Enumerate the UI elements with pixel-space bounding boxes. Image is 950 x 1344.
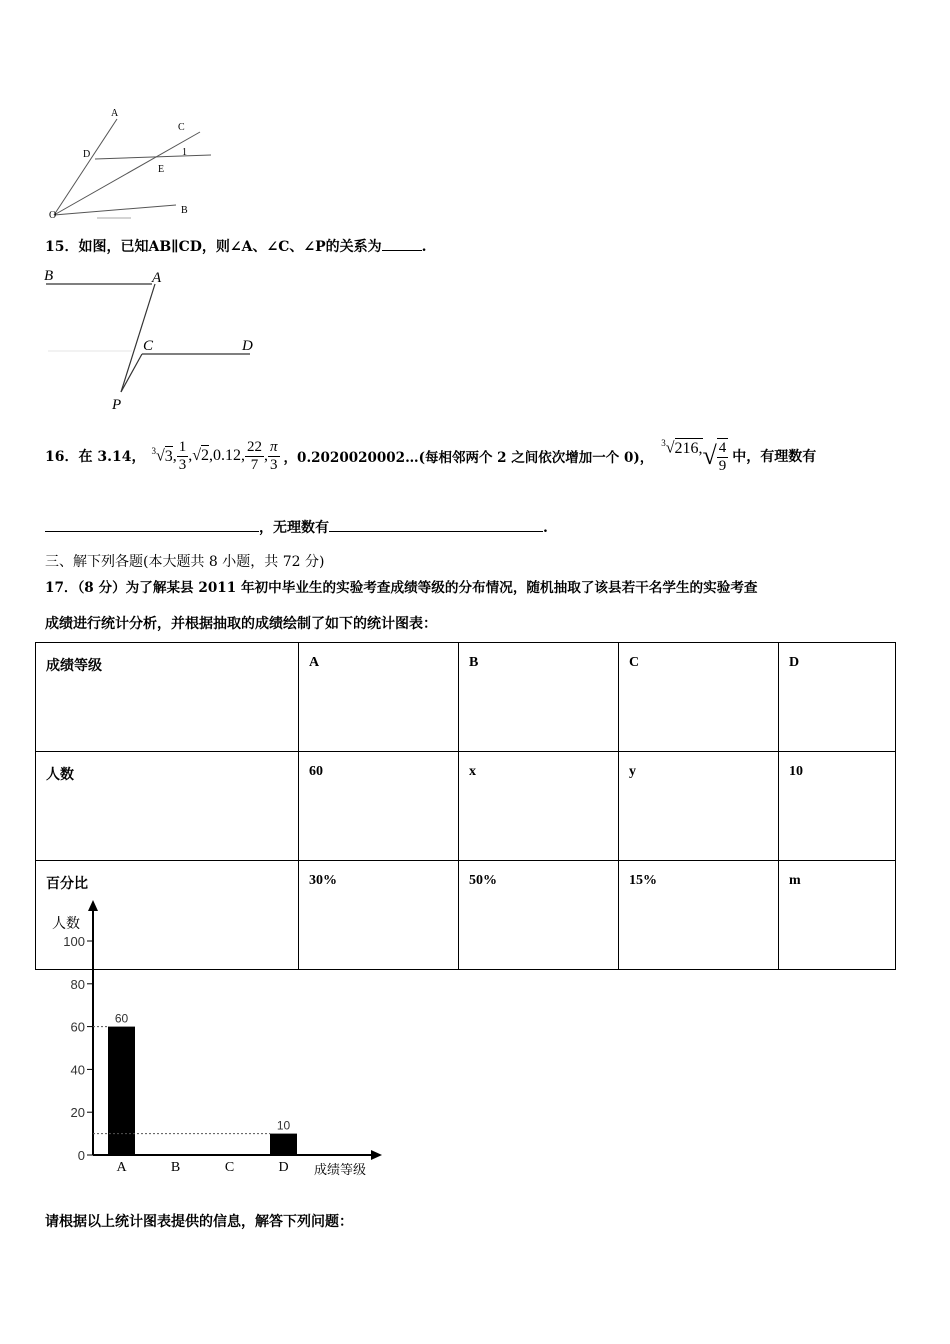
table-cell: A [299, 643, 459, 752]
table-cell: B [459, 643, 619, 752]
chart-axes [52, 900, 382, 1178]
y-tick-label: 20 [70, 1105, 85, 1121]
sqrt-4-9-term: √ [702, 441, 717, 470]
parallel-lines-figure [42, 265, 262, 413]
y-tick-label: 0 [77, 1148, 85, 1163]
rational-blank[interactable] [45, 517, 259, 532]
table-cell: y [619, 752, 779, 861]
data-label: 10 [276, 1118, 291, 1133]
num-012: 0.12, [213, 447, 246, 464]
table-cell: m [779, 861, 896, 970]
y-tick-label: 80 [70, 976, 85, 992]
y-tick-label: 100 [63, 934, 85, 949]
y-axis-arrow [88, 900, 98, 911]
fraction-pi-3: $\frac{\pi}{3}$ [270, 438, 278, 473]
x-tick-label: B [170, 1160, 181, 1175]
table-cell: 百分比 [36, 861, 299, 970]
angle-figure [45, 105, 225, 223]
question-15-end: . [421, 239, 427, 255]
x-tick-label: C [224, 1160, 235, 1175]
question-16-mid: ，0.2020020002…(每相邻两个 2 之间依次增加一个 0)， [283, 450, 654, 466]
fraction-4-9: $\frac{4}{9}$ [718, 439, 727, 474]
table-cell: x [459, 752, 619, 861]
table-cell: 15% [619, 861, 779, 970]
table-row [36, 643, 896, 752]
number-list: $^3$√3, [151, 446, 177, 465]
cbrt-216: 216, [674, 439, 703, 457]
section-3-title: 三、解下列各题(本大题共 8 小题，共 72 分) [45, 554, 325, 570]
fraction-22-7: $\frac{22}{7}$ [247, 438, 263, 473]
label-a: A [111, 108, 119, 119]
label-d: D [242, 338, 253, 354]
table-row [36, 752, 896, 861]
ray-oc [54, 132, 200, 215]
ray-ob [54, 205, 176, 215]
label-b: B [44, 268, 54, 284]
bar-d [270, 1134, 297, 1155]
irrational-blank[interactable] [329, 517, 543, 532]
table-cell: 50% [459, 861, 619, 970]
table-cell: 60 [299, 752, 459, 861]
question-17-prompt: 请根据以上统计图表提供的信息，解答下列问题： [45, 1214, 353, 1230]
cbrt-216-term: $^3$√216, [661, 438, 703, 457]
table-cell: 10 [779, 752, 896, 861]
sqrt-2-term: ,√2,0.12, [188, 447, 246, 464]
question-17-line1: 17．（8 分）为了解某县 2011 年初中毕业生的实验考查成绩等级的分布情况，随机抽取了该县若干名学生的实验考查 [45, 580, 758, 596]
label-p: P [112, 397, 122, 413]
cbrt-3: 3 [164, 447, 173, 465]
label-o: O [49, 210, 57, 221]
question-16: 16．在 3.14， $^3$√3, $\frac{1}{3}$ ,√2,0.12, $\frac{22}{7}$ , $\frac{\pi}{3}$ ，0.2020020002…(每相邻两个 2 之间依次增加一个 0)， $^3$√216, √ $\frac{4}{9}$ 中，有理数有 [45, 438, 817, 474]
question-16-prefix: 16．在 3.14， [45, 449, 146, 465]
question-16-suffix: 中，有理数有 [732, 449, 817, 465]
data-label: 60 [114, 1011, 129, 1026]
sqrt-2: 2 [201, 447, 210, 464]
table-cell: C [619, 643, 779, 752]
label-1: 1 [182, 147, 187, 158]
table-cell: 成绩等级 [36, 643, 299, 752]
label-a: A [152, 270, 162, 286]
fraction-1-3: $\frac{1}{3}$ [178, 438, 187, 473]
y-axis-label: 人数 [52, 916, 80, 932]
question-16-line2 [45, 517, 548, 537]
label-e: E [158, 164, 165, 175]
table-cell: D [779, 643, 896, 752]
y-tick-label: 60 [70, 1019, 85, 1035]
x-tick-label: A [116, 1160, 127, 1175]
question-17-line2: 成绩进行统计分析，并根据抽取的成绩绘制了如下的统计图表： [45, 616, 437, 632]
table-cell: 30% [299, 861, 459, 970]
x-axis-arrow [371, 1150, 382, 1160]
y-tick-label: 40 [70, 1062, 85, 1078]
label-c: C [143, 338, 154, 354]
bar-chart [40, 898, 400, 1183]
answer-blank-15[interactable] [382, 236, 422, 251]
x-axis-label: 成绩等级 [314, 1163, 367, 1178]
ray-oa [54, 119, 117, 215]
question-16-line2-end: . [543, 520, 548, 536]
x-tick-label: D [278, 1160, 289, 1175]
bar-a [108, 1027, 135, 1155]
label-c: C [178, 122, 185, 133]
label-b: B [181, 205, 188, 216]
label-d: D [83, 149, 91, 160]
question-15-text: 15．如图，已知AB∥CD，则∠A、∠C、∠P的关系为 [45, 239, 382, 255]
question-16-line2-mid: ，无理数有 [259, 520, 329, 536]
question-15 [45, 236, 426, 256]
table-cell: 人数 [36, 752, 299, 861]
